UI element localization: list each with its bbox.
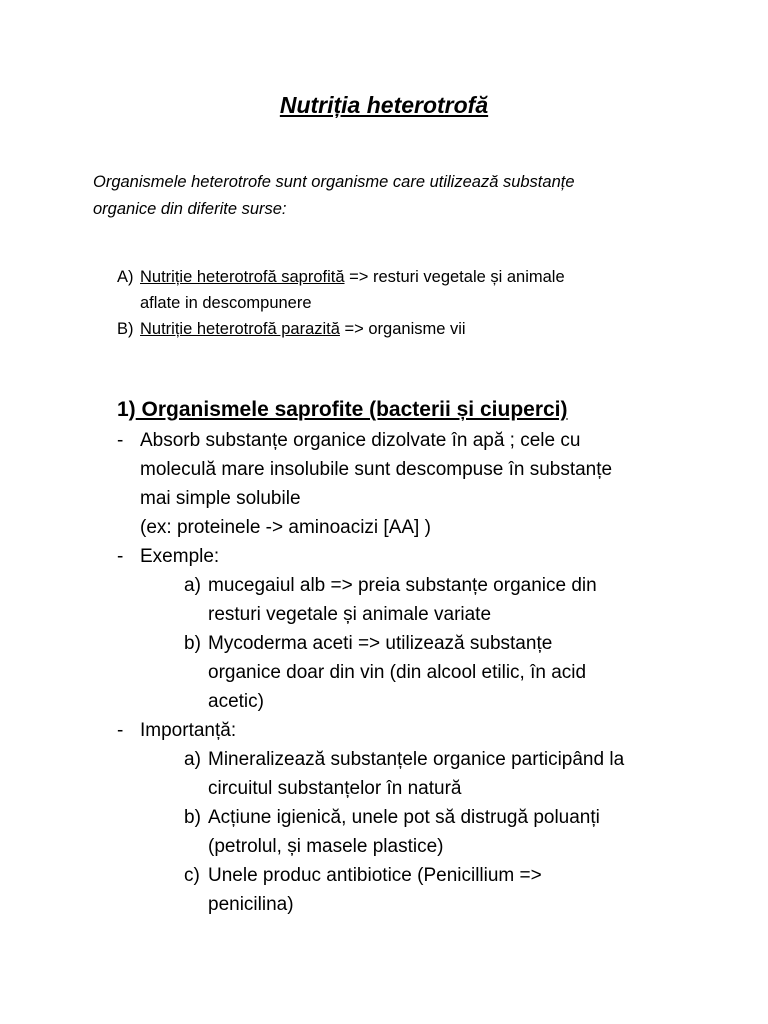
importance-c-marker: c) (184, 865, 200, 886)
type-a-marker: A) (117, 268, 134, 286)
section-number: 1) (117, 398, 136, 421)
importance-b-line-1: Acțiune igienică, unele pot să distrugă poluanți (208, 807, 600, 828)
section-heading (117, 398, 568, 422)
type-a-desc-2: aflate in descompunere (140, 294, 312, 312)
importance-a-line-2: circuitul substanțelor în natură (208, 778, 462, 799)
importance-a-marker: a) (184, 749, 201, 770)
importance-b-line-2: (petrolul, și masele plastice) (208, 836, 444, 857)
importance-c-line-1: Unele produc antibiotice (Penicillium => (208, 865, 542, 886)
example-a-line-1: mucegaiul alb => preia substanțe organice din (208, 575, 597, 596)
intro-line-2: organice din diferite surse: (93, 200, 287, 218)
type-b-marker: B) (117, 320, 134, 338)
example-b-line-3: acetic) (208, 691, 264, 712)
section-title: Organismele saprofite (bacterii și ciuperci) (135, 398, 568, 421)
type-b-desc: => organisme vii (339, 320, 466, 338)
absorb-line-2: moleculă mare insolubile sunt descompuse în substanțe (140, 459, 613, 480)
absorb-dash: - (117, 430, 124, 451)
type-a-name: Nutriție heterotrofă saprofită (140, 268, 345, 286)
absorb-line-3: mai simple solubile (140, 488, 301, 509)
importance-label: Importanță: (140, 720, 237, 741)
example-a-marker: a) (184, 575, 201, 596)
importance-a-line-1: Mineralizează substanțele organice participând la (208, 749, 625, 770)
intro-line-1: Organismele heterotrofe sunt organisme care utilizează substanțe (93, 173, 575, 191)
type-a (140, 268, 565, 287)
examples-dash: - (117, 546, 124, 567)
type-b-name: Nutriție heterotrofă parazită (140, 320, 340, 338)
importance-b-marker: b) (184, 807, 201, 828)
absorb-line-1: Absorb substanțe organice dizolvate în apă ; cele cu (140, 430, 581, 451)
type-b (140, 320, 466, 339)
examples-label: Exemple: (140, 546, 220, 567)
type-a-desc: => resturi vegetale și animale (344, 268, 565, 286)
example-b-line-2: organice doar din vin (din alcool etilic, în acid (208, 662, 587, 683)
absorb-line-4: (ex: proteinele -> aminoacizi [AA] ) (140, 517, 431, 538)
page-title: Nutriția heterotrofă (279, 92, 489, 118)
importance-c-line-2: penicilina) (208, 894, 294, 915)
example-b-marker: b) (184, 633, 201, 654)
example-b-line-1: Mycoderma aceti => utilizează substanțe (208, 633, 553, 654)
importance-dash: - (117, 720, 124, 741)
example-a-line-2: resturi vegetale și animale variate (208, 604, 492, 625)
